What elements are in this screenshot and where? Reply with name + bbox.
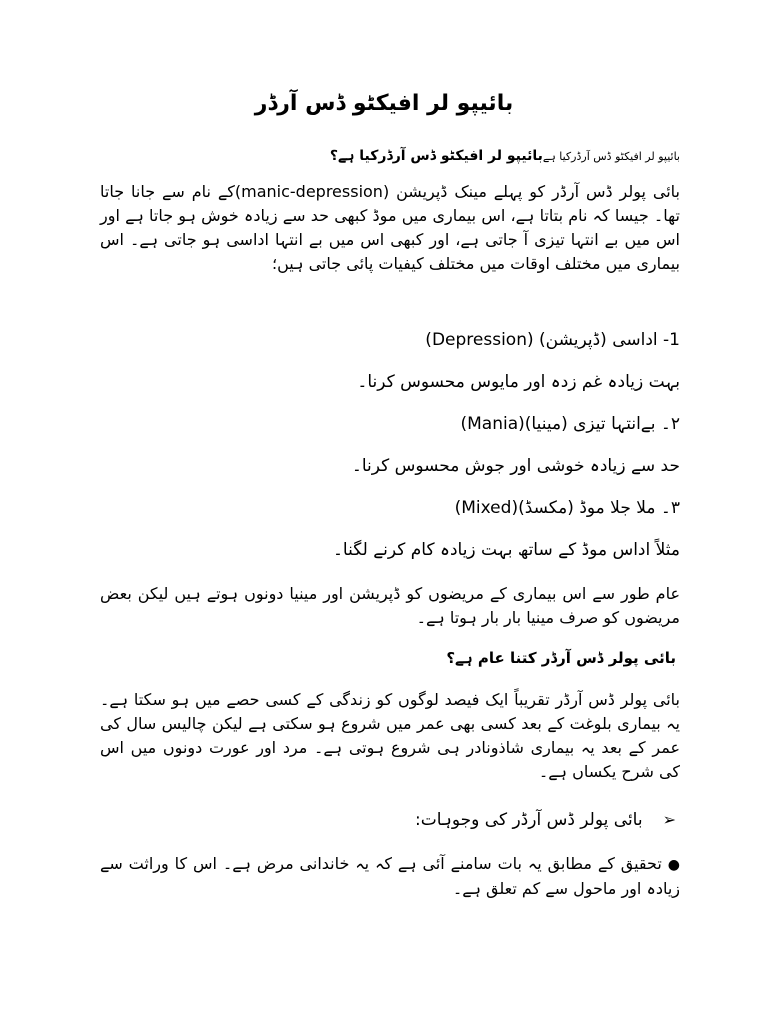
state-heading-mixed: ۳۔ ملا جلا موڈ (مکسڈ)(Mixed): [454, 498, 680, 518]
prevalence-heading: بائی پولر ڈس آرڈر کتنا عام ہے؟: [446, 649, 676, 667]
state-description-mania: حد سے زیادہ خوشی اور جوش محسوس کرنا۔: [351, 456, 680, 476]
state-heading-depression: 1- اداسی (ڈپریشن) (Depression): [425, 330, 680, 350]
causes-item-text: تحقیق کے مطابق یہ بات سامنے آئی ہے کہ یہ خاندانی مرض ہے۔ اس کا وراثت سے زیادہ اور ماحول سے کم تعلق ہے۔: [100, 854, 680, 898]
causes-heading-row: [100, 806, 676, 834]
arrow-bullet-icon: ➢: [662, 810, 676, 829]
causes-heading: بائی پولر ڈس آرڈر کی وجوہات:: [415, 810, 643, 830]
prevalence-paragraph: بائی پولر ڈس آرڈر تقریباً ایک فیصد لوگوں کو زندگی کے کسی حصے میں ہو سکتا ہے۔ یہ بیماری بلوغت کے بعد کسی بھی عمر میں شروع ہو سکتی ہے لیکن چالیس سال کی عمر کے بعد یہ بیماری شاذونادر ہی شروع ہوتی ہے۔ مرد اور عورت دونوں میں اس کی شرح یکساں ہے۔: [100, 690, 680, 781]
state-description-depression: بہت زیادہ غم زدہ اور مایوس محسوس کرنا۔: [357, 372, 680, 392]
question-bold: بائیپو لر افیکٹو ڈس آرڈرکیا ہے؟: [329, 148, 543, 164]
section-question: [80, 144, 680, 169]
page-title: بائیپو لر افیکٹو ڈس آرڈر: [254, 91, 514, 116]
question-prefix: بائیپو لر افیکٹو ڈس آرڈرکیا ہے: [542, 150, 680, 163]
state-description-mixed: مثلاً اداس موڈ کے ساتھ بہت زیادہ کام کرنے لگنا۔: [332, 540, 680, 560]
causes-list-item: [100, 852, 680, 901]
intro-paragraph: بائی پولر ڈس آرڈر کو پہلے مینک ڈپریشن (manic-depression)کے نام سے جانا جاتا تھا۔ جیسا کہ نام بتاتا ہے، اس بیماری میں موڈ کبھی حد سے زیادہ خوش ہو جاتا ہے اور اس میں بے انتہا تیزی آ جاتی ہے، اور کبھی اس میں بے انتہا اداسی ہو جاتی ہے۔ اس بیماری میں مختلف اوقات میں مختلف کیفیات پائی جاتی ہیں؛: [100, 182, 681, 273]
bullet-dot-icon: ●: [667, 857, 680, 873]
common-paragraph: عام طور سے اس بیماری کے مریضوں کو ڈپریشن اور مینیا دونوں ہوتے ہیں لیکن بعض مریضوں کو صرف مینیا بار بار ہوتا ہے۔: [100, 584, 680, 627]
state-heading-mania: ۲۔ بےانتہا تیزی (مینیا)(Mania): [460, 414, 680, 434]
